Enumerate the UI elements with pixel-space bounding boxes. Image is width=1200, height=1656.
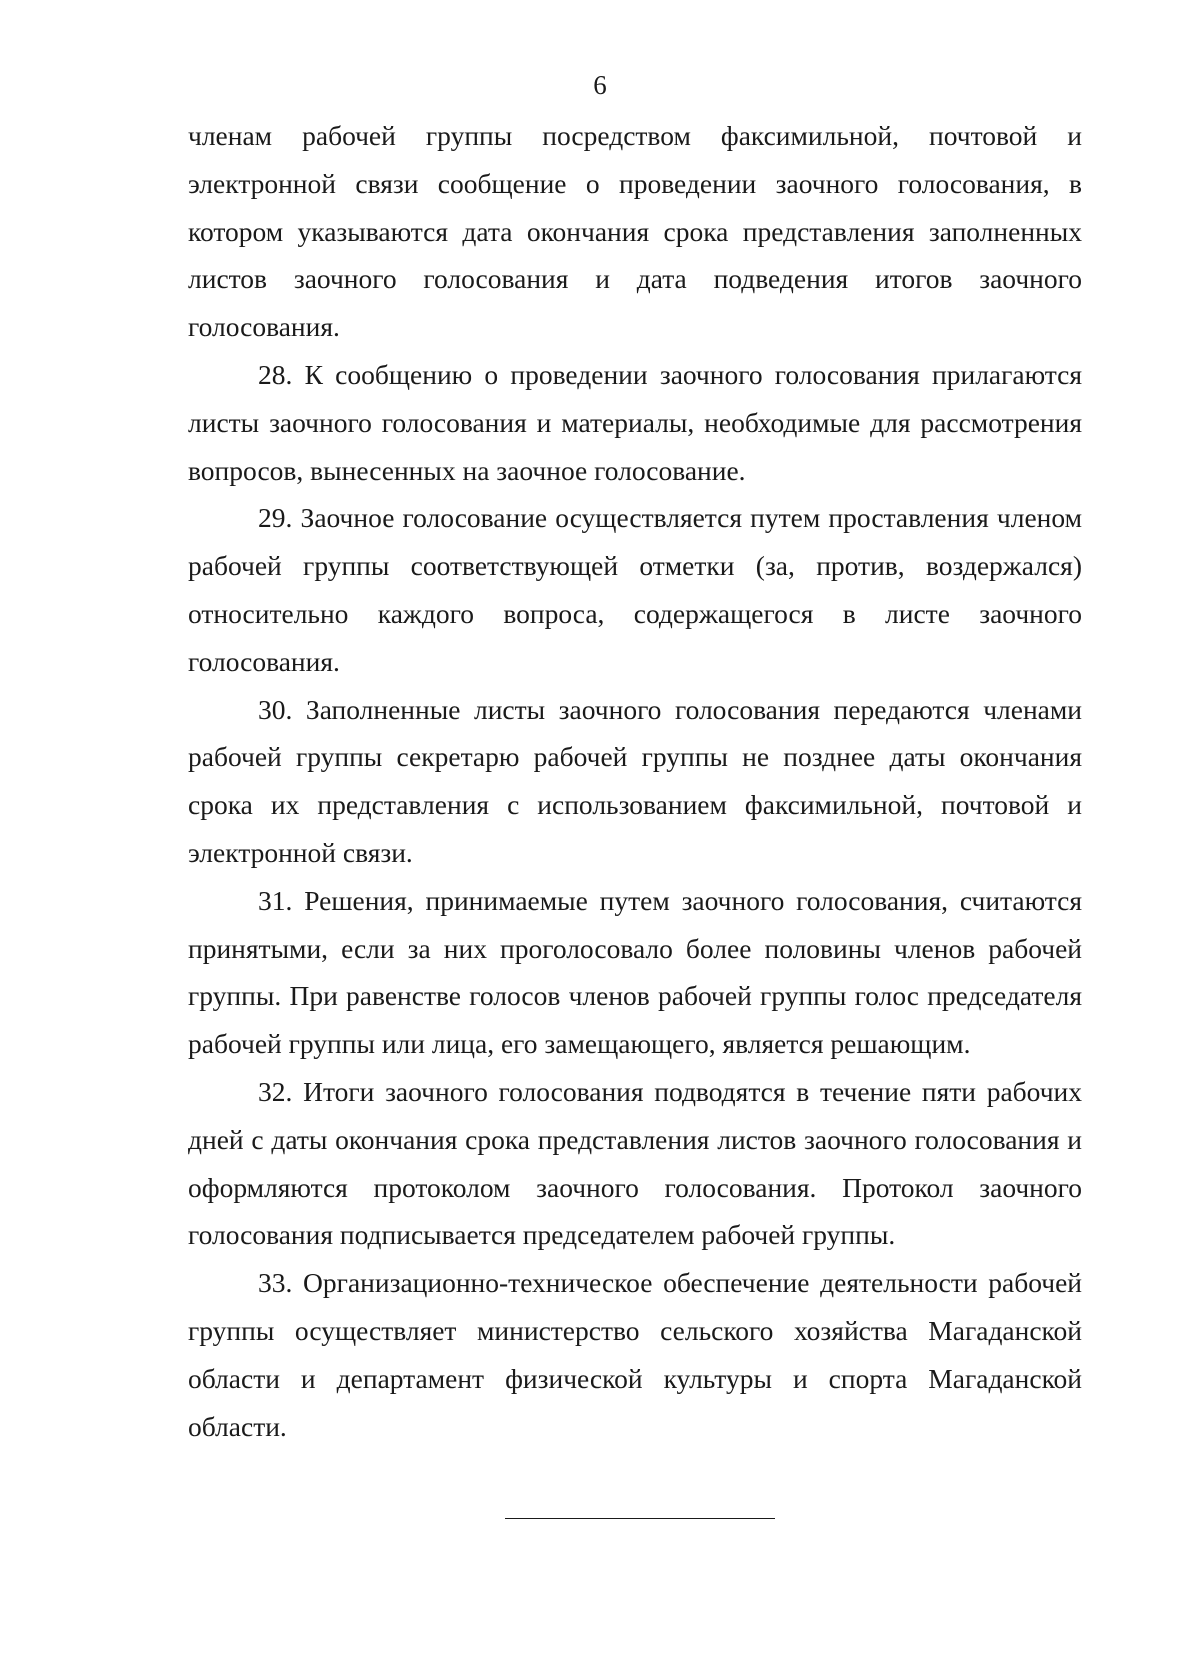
paragraph-clause-32: 32. Итоги заочного голосования подводятся в течение пяти рабочих дней с даты окончания срока представления листов заочного голосования и оформляются протоколом заочного голосования. Протокол заочного голосования подписывается председателем рабочей группы. (188, 1075, 1082, 1251)
closing-separator-line (505, 1518, 775, 1519)
paragraph-continuation: членам рабочей группы посредством факсимильной, почтовой и электронной связи сообщение о проведении заочного голосования, в котором указываются дата окончания срока представления заполненных листов заочного голосования и дата подведения итогов заочного голосования. (188, 120, 1082, 343)
page-number: 6 (593, 70, 607, 100)
paragraph-clause-28: 28. К сообщению о проведении заочного голосования прилагаются листы заочного голосования и материалы, необходимые для рассмотрения вопросов, вынесенных на заочное голосование. (188, 358, 1082, 486)
paragraph-clause-33: 33. Организационно-техническое обеспечение деятельности рабочей группы осуществляет министерство сельского хозяйства Магаданской области и департамент физической культуры и спорта Магаданской области. (188, 1267, 1082, 1442)
document-body (188, 112, 1082, 1450)
paragraph-clause-31: 31. Решения, принимаемые путем заочного голосования, считаются принятыми, если за них проголосовало более половины членов рабочей группы. При равенстве голосов членов рабочей группы голос председателя рабочей группы или лица, его замещающего, является решающим. (188, 884, 1082, 1060)
paragraph-clause-29: 29. Заочное голосование осуществляется путем проставления членом рабочей группы соответствующей отметки (за, против, воздержался) относительно каждого вопроса, содержащегося в листе заочного голосования. (188, 502, 1082, 677)
paragraph-clause-30: 30. Заполненные листы заочного голосования передаются членами рабочей группы секретарю рабочей группы не позднее даты окончания срока их представления с использованием факсимильной, почтовой и электронной связи. (188, 693, 1082, 868)
